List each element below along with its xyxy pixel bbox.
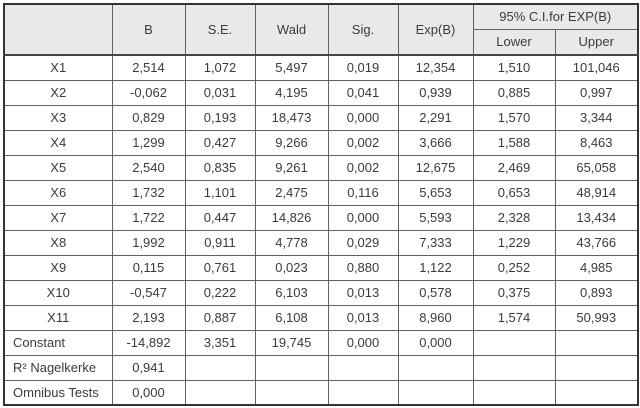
value-cell-sig: 0,019 xyxy=(328,55,398,80)
value-cell-lower: 0,375 xyxy=(473,280,555,305)
row-label-cell: Constant xyxy=(4,330,112,355)
table-row xyxy=(4,230,638,255)
value-cell-exp xyxy=(398,355,473,380)
value-cell-upper: 4,985 xyxy=(555,255,638,280)
table-row xyxy=(4,155,638,180)
value-cell-b: 0,000 xyxy=(112,380,185,405)
value-cell-lower: 0,885 xyxy=(473,80,555,105)
row-label-cell: X6 xyxy=(4,180,112,205)
value-cell-se: 0,193 xyxy=(185,105,255,130)
value-cell-se: 0,761 xyxy=(185,255,255,280)
value-cell-upper xyxy=(555,355,638,380)
value-cell-upper xyxy=(555,330,638,355)
table-row xyxy=(4,180,638,205)
value-cell-lower xyxy=(473,380,555,405)
value-cell-upper: 101,046 xyxy=(555,55,638,80)
value-cell-sig: 0,000 xyxy=(328,330,398,355)
value-cell-b: -0,547 xyxy=(112,280,185,305)
col-header-ci-group: 95% C.I.for EXP(B) xyxy=(473,4,638,29)
col-header-upper: Upper xyxy=(555,29,638,55)
value-cell-sig xyxy=(328,355,398,380)
value-cell-se: 0,911 xyxy=(185,230,255,255)
value-cell-upper: 43,766 xyxy=(555,230,638,255)
value-cell-upper: 0,893 xyxy=(555,280,638,305)
col-header-b: B xyxy=(112,4,185,55)
value-cell-b: 2,193 xyxy=(112,305,185,330)
value-cell-lower: 2,469 xyxy=(473,155,555,180)
value-cell-se: 1,101 xyxy=(185,180,255,205)
value-cell-se xyxy=(185,355,255,380)
table-row xyxy=(4,355,638,380)
value-cell-wald: 4,778 xyxy=(255,230,328,255)
col-header-rowlabel xyxy=(4,4,112,55)
col-header-exp: Exp(B) xyxy=(398,4,473,55)
table-row xyxy=(4,80,638,105)
row-label-cell: X3 xyxy=(4,105,112,130)
value-cell-sig: 0,002 xyxy=(328,155,398,180)
value-cell-se: 0,222 xyxy=(185,280,255,305)
row-label-cell: X5 xyxy=(4,155,112,180)
value-cell-se: 0,887 xyxy=(185,305,255,330)
value-cell-sig: 0,000 xyxy=(328,105,398,130)
value-cell-se: 0,835 xyxy=(185,155,255,180)
value-cell-b: 2,540 xyxy=(112,155,185,180)
value-cell-sig: 0,116 xyxy=(328,180,398,205)
value-cell-exp: 5,593 xyxy=(398,205,473,230)
value-cell-b: -0,062 xyxy=(112,80,185,105)
value-cell-sig: 0,000 xyxy=(328,205,398,230)
value-cell-upper: 50,993 xyxy=(555,305,638,330)
col-header-wald: Wald xyxy=(255,4,328,55)
col-header-lower: Lower xyxy=(473,29,555,55)
value-cell-b: 0,115 xyxy=(112,255,185,280)
value-cell-exp: 7,333 xyxy=(398,230,473,255)
value-cell-sig: 0,013 xyxy=(328,305,398,330)
table-header xyxy=(4,4,638,55)
value-cell-lower: 1,570 xyxy=(473,105,555,130)
value-cell-b: 1,722 xyxy=(112,205,185,230)
value-cell-wald: 19,745 xyxy=(255,330,328,355)
value-cell-upper: 8,463 xyxy=(555,130,638,155)
value-cell-wald: 6,103 xyxy=(255,280,328,305)
row-label-cell: X2 xyxy=(4,80,112,105)
row-label-cell: X7 xyxy=(4,205,112,230)
value-cell-lower xyxy=(473,355,555,380)
value-cell-sig xyxy=(328,380,398,405)
value-cell-wald: 18,473 xyxy=(255,105,328,130)
value-cell-b: 2,514 xyxy=(112,55,185,80)
value-cell-upper xyxy=(555,380,638,405)
value-cell-sig: 0,013 xyxy=(328,280,398,305)
value-cell-b: 0,941 xyxy=(112,355,185,380)
value-cell-sig: 0,002 xyxy=(328,130,398,155)
value-cell-b: 1,299 xyxy=(112,130,185,155)
row-label-cell: X10 xyxy=(4,280,112,305)
col-header-sig: Sig. xyxy=(328,4,398,55)
value-cell-se: 1,072 xyxy=(185,55,255,80)
value-cell-exp: 12,675 xyxy=(398,155,473,180)
value-cell-se: 0,031 xyxy=(185,80,255,105)
row-label-cell: X1 xyxy=(4,55,112,80)
row-label-cell: X4 xyxy=(4,130,112,155)
row-label-cell: Omnibus Tests xyxy=(4,380,112,405)
regression-results-table xyxy=(3,3,639,406)
table-row xyxy=(4,130,638,155)
value-cell-exp: 2,291 xyxy=(398,105,473,130)
value-cell-wald: 5,497 xyxy=(255,55,328,80)
value-cell-exp: 12,354 xyxy=(398,55,473,80)
value-cell-upper: 65,058 xyxy=(555,155,638,180)
value-cell-se xyxy=(185,380,255,405)
value-cell-wald: 6,108 xyxy=(255,305,328,330)
table-row xyxy=(4,205,638,230)
col-header-se: S.E. xyxy=(185,4,255,55)
row-label-cell: X11 xyxy=(4,305,112,330)
value-cell-se: 3,351 xyxy=(185,330,255,355)
value-cell-exp: 0,578 xyxy=(398,280,473,305)
value-cell-exp: 0,939 xyxy=(398,80,473,105)
value-cell-lower: 1,574 xyxy=(473,305,555,330)
value-cell-exp: 8,960 xyxy=(398,305,473,330)
table-row xyxy=(4,105,638,130)
value-cell-sig: 0,880 xyxy=(328,255,398,280)
value-cell-lower: 0,252 xyxy=(473,255,555,280)
value-cell-wald: 4,195 xyxy=(255,80,328,105)
value-cell-lower xyxy=(473,330,555,355)
table-row xyxy=(4,255,638,280)
value-cell-exp: 5,653 xyxy=(398,180,473,205)
value-cell-exp: 0,000 xyxy=(398,330,473,355)
table-row xyxy=(4,55,638,80)
value-cell-upper: 48,914 xyxy=(555,180,638,205)
value-cell-lower: 2,328 xyxy=(473,205,555,230)
table-body xyxy=(4,55,638,405)
value-cell-upper: 13,434 xyxy=(555,205,638,230)
value-cell-lower: 0,653 xyxy=(473,180,555,205)
value-cell-wald: 2,475 xyxy=(255,180,328,205)
value-cell-wald xyxy=(255,380,328,405)
table-row xyxy=(4,330,638,355)
value-cell-upper: 3,344 xyxy=(555,105,638,130)
row-label-cell: X8 xyxy=(4,230,112,255)
value-cell-se: 0,447 xyxy=(185,205,255,230)
value-cell-wald: 9,266 xyxy=(255,130,328,155)
table-row xyxy=(4,305,638,330)
row-label-cell: X9 xyxy=(4,255,112,280)
value-cell-sig: 0,029 xyxy=(328,230,398,255)
value-cell-b: 1,992 xyxy=(112,230,185,255)
value-cell-wald xyxy=(255,355,328,380)
value-cell-b: 1,732 xyxy=(112,180,185,205)
row-label-cell: R² Nagelkerke xyxy=(4,355,112,380)
value-cell-wald: 0,023 xyxy=(255,255,328,280)
value-cell-lower: 1,510 xyxy=(473,55,555,80)
value-cell-exp: 1,122 xyxy=(398,255,473,280)
value-cell-lower: 1,229 xyxy=(473,230,555,255)
value-cell-sig: 0,041 xyxy=(328,80,398,105)
value-cell-upper: 0,997 xyxy=(555,80,638,105)
value-cell-b: 0,829 xyxy=(112,105,185,130)
value-cell-wald: 14,826 xyxy=(255,205,328,230)
value-cell-wald: 9,261 xyxy=(255,155,328,180)
value-cell-exp: 3,666 xyxy=(398,130,473,155)
value-cell-exp xyxy=(398,380,473,405)
table-row xyxy=(4,280,638,305)
header-row-1 xyxy=(4,4,638,29)
value-cell-b: -14,892 xyxy=(112,330,185,355)
value-cell-se: 0,427 xyxy=(185,130,255,155)
table-row xyxy=(4,380,638,405)
value-cell-lower: 1,588 xyxy=(473,130,555,155)
